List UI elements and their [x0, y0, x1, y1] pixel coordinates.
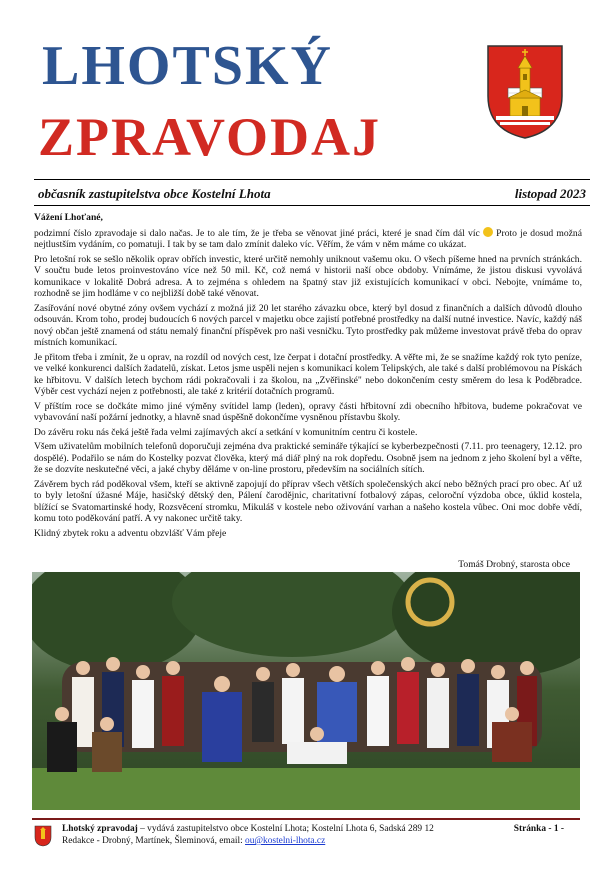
article-paragraph-5: V příštím roce se dočkáte mimo jiné výměny svítidel lamp (leden), opravy části hřbitovní zdi obecního hřbitova, budeme pokračovat ve vybavování naší požární jednotky, a hlavně snad úspěšně dokončíme vysněnou přístavbu školy.: [34, 400, 582, 423]
footer-rule: [32, 818, 580, 820]
article-paragraph-4: Je přitom třeba i zmínit, že u oprav, na rozdíl od nových cest, lze čerpat i dotační prostředky. A věřte mi, že se snažíme každý rok tyto peníze, ve velké konkurenci dalších žadatelů, získat. Letos jsme uspěli nejen s komunikací kolem Telipských, ale také s další problémovou na Pískách ke hřbitovu. V dalších letech bychom rádi pokračovali i za školou, na „Zvěřinské" nebo dokončením cesty směrem do lesa k Poděbradce. Výběr cest vychází nejen z potřebnosti, ale také z kritérií dotačních programů.: [34, 351, 582, 397]
smiley-emoji-icon: [483, 227, 493, 237]
footer-publisher-line: [62, 824, 434, 834]
footer-coat-of-arms-icon: [34, 825, 52, 847]
article-paragraph-9: Klidný zbytek roku a adventu obzvlášť Vám přeje: [34, 527, 227, 539]
article-paragraph-2: Pro letošní rok se sešlo několik oprav obřích investic, které určitě nemohly uniknout vašemu oku. O všech píšeme hned na prvních stránkách. V součtu bude letos proinvestováno více než 50 mil. Kč, což nemá v historii naší obce obdoby. Vnímáme, že jistou diskusi vyvolává komunikace v lokalitě Dobrá adresa. A to zejména s ohledem na špatný stav již existujících komunikací v obci. Nebojte, vnímáme to, rozhodně se jim hodláme v co nejbližší době také věnovat.: [34, 253, 582, 299]
footer-editors: Redakce - Drobný, Martínek, Šleminová, email:: [62, 836, 246, 846]
article-paragraph-1-part-b: Proto je dosud možná nejtlustším vydáním, co pomatuji. I tak by se tam dalo zmínit daleko víc. Věřím, že vám v něm máme co ukázat.: [34, 227, 582, 250]
masthead-rule-top: [34, 179, 590, 180]
footer-email-link[interactable]: ou@kostelni-lhota.cz: [245, 836, 326, 846]
masthead-subtitle: občasník zastupitelstva obce Kostelní Lhota: [38, 186, 271, 201]
issue-date: listopad 2023: [514, 186, 586, 201]
article-greeting: Vážení Lhoťané,: [34, 212, 103, 223]
article-paragraph-7: Všem uživatelům mobilních telefonů doporučuji zejména dva praktické semináře týkající se kyberbezpečnosti (7.11. pro teenagery, 12.12. pro dospělé). Podařilo se nám do Kostelky pozvat člověka, který má diář plný na rok dopředu. Osobně jsem na jednom z jeho školení byl a věřte, že se dozvíte neskutečné věci, a jaké chyby děláme v on-line prostoru, především na sociálních sítích.: [34, 441, 582, 475]
page-number: Stránka - 1 -: [513, 824, 564, 834]
group-photo: [32, 572, 580, 810]
footer-pub-name: Lhotský zpravodaj: [62, 824, 138, 834]
article-paragraph-1-part-a: podzimní číslo zpravodaje si dalo načas. Je to ale tím, že je třeba se věnovat jiné práci, které je snad čím dál víc: [34, 227, 480, 239]
masthead-title-line2: ZPRAVODAJ: [38, 107, 381, 167]
footer-editors-line: [62, 836, 325, 846]
article-paragraph-3: Zasířování nové obytné zóny ovšem vychází z možná již 20 let starého závazku obce, který byl dosud z finančních a dalších důvodů dlouho odsouván. Krom toho, prodej budoucích 6 nových parcel v majetku obce zajistí potřebné prostředky na další nutné investice. Navíc, každý náš nový občan ještě znamená od státu nemalý finanční příspěvek pro naši vesničku. Tyto prostředky pak můžeme investovat právě třeba do oprav místních komunikací.: [34, 302, 582, 348]
article-paragraph-8: Závěrem bych rád poděkoval všem, kteří se aktivně zapojují do příprav všech větších společenských akcí nebo běžných prací pro obec. Ať už to byly letošní úžasné Máje, hasičský dětský den, Pálení čarodějnic, charitativní fotbalový zápas, celoroční výzdoba obce, úklid kostela, blížící se Svatomartinské hody, Rozsvěcení stromku, Mikuláš v kostele nebo oživování varhan a našeho kostela vůbec. Oni moc dobře vědí, komu toto poděkování patří. A vy nakonec určitě taky.: [34, 478, 582, 524]
village-coat-of-arms-icon: [486, 44, 564, 140]
article-paragraph-1: [34, 227, 582, 251]
footer-address: – vydává zastupitelstvo obce Kostelní Lhota; Kostelní Lhota 6, Sadská 289 12: [137, 824, 434, 834]
masthead-rule-bottom: [34, 205, 590, 206]
editorial-article: [34, 212, 582, 542]
masthead-title-line1: LHOTSKÝ: [42, 35, 333, 97]
article-signature: Tomáš Drobný, starosta obce: [458, 559, 570, 570]
article-paragraph-6: Do závěru roku nás čeká ještě řada velmi zajímavých akcí a setkání v komunitním centru či kostele.: [34, 426, 418, 438]
